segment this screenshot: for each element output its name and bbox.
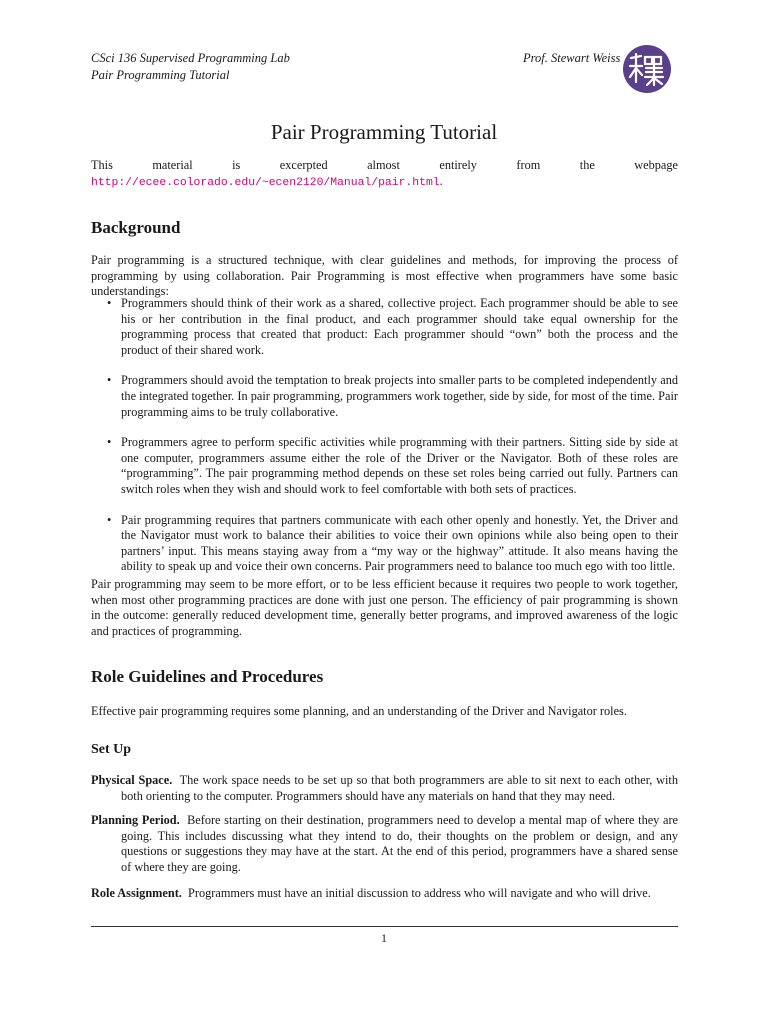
efficiency-paragraph: Pair programming may seem to be more effort, or to be less efficient because it requires two people to work together, when most other programming practices are done with just one person. The efficiency of pair programming is shown in the outcome: generally reduced development time, generally better programs, and improved awareness of the logic and practices of programming. [91, 577, 678, 638]
bullet-icon: • [107, 296, 112, 310]
page-number: 1 [381, 931, 387, 945]
running-header-left [91, 50, 290, 84]
document-subtitle: Pair Programming Tutorial [91, 68, 230, 82]
document-title: Pair Programming Tutorial [270, 120, 498, 144]
bullet-icon: • [107, 373, 112, 388]
background-intro-paragraph: Pair programming is a structured technique, with clear guidelines and methods, for improving the process of programming by using collaboration. Pair Programming is most effective when programmers have some basic understandings: [91, 253, 678, 299]
course-name: CSci 136 Supervised Programming Lab [91, 51, 290, 65]
list-item: • Pair programming requires that partners communicate with each other openly and honestly. Yet, the Driver and the Navigator must work to balance their abilities to voice their own opinions while also being open to their partners’ input. This means staying away from a “my way or the highway” attitude. It also means having the ability to speak up and voice their own concerns. Pair programmers need to balance too much ego with too little. [107, 512, 678, 574]
source-url-link[interactable]: http://ecee.colorado.edu/~ecen2120/Manual/pair.html [91, 176, 440, 189]
list-item: • Programmers agree to perform specific activities while programming with their partners. Sitting side by side at one computer, programmers assume either the role of the Driver or the Navigator. Both of these roles are “programming”. The pair programming method depends on these set roles being carried out fully. Partners can switch roles when they wish and should work to feel comfortable with both sets of practices. [107, 435, 678, 496]
role-guidelines-paragraph: Effective pair programming requires some planning, and an understanding of the Driver and Navigator roles. [91, 704, 627, 718]
physical-space-item: Physical Space. The work space needs to be set up so that both programmers are able to sit next to each other, with both orienting to the computer. Programmers should have any materials on hand that they may need. [91, 773, 678, 803]
role-assignment-item: Role Assignment. Programmers must have an initial discussion to address who will navigate and who will drive. [91, 886, 651, 900]
hunter-college-logo-icon [622, 44, 672, 94]
footer-divider [91, 926, 678, 927]
list-item: • Programmers should think of their work as a shared, collective project. Each programmer should be able to see his or her contribution in the final product, and each programmer should take equal ownership for the programming process that created that product: Each programmer should “own” both the process and the product of their shared work. [107, 296, 678, 357]
role-guidelines-heading: Role Guidelines and Procedures [91, 667, 324, 686]
planning-period-term: Planning Period. [91, 813, 180, 827]
role-assignment-term: Role Assignment. [91, 886, 182, 900]
intro-paragraph: This material is excerpted almost entirely from the webpage http://ecee.colorado.edu/~ecen2120/Manual/pair.html. [91, 158, 678, 189]
bullet-icon: • [107, 512, 112, 527]
understandings-list [91, 296, 678, 590]
background-heading: Background [91, 218, 181, 237]
setup-heading: Set Up [91, 742, 132, 757]
list-item: • Programmers should avoid the temptation to break projects into smaller parts to be completed independently and the integrated together. In pair programming, programmers work together, side by side, for most of the time. Pair programming aims to be truly collaborative. [107, 373, 678, 419]
planning-period-item: Planning Period. Before starting on their destination, programmers need to develop a mental map of where they are going. This includes discussing what they intend to do, their thoughts on the problem or design, and any questions or suggestions they may have at the start. At the end of this period, programmers have a shared sense of where they are going. [91, 813, 678, 874]
author-name: Prof. Stewart Weiss [523, 51, 621, 65]
intro-text: This material is excerpted almost entirely from the webpage [91, 158, 678, 172]
physical-space-term: Physical Space. [91, 773, 173, 787]
bullet-icon: • [107, 435, 112, 450]
